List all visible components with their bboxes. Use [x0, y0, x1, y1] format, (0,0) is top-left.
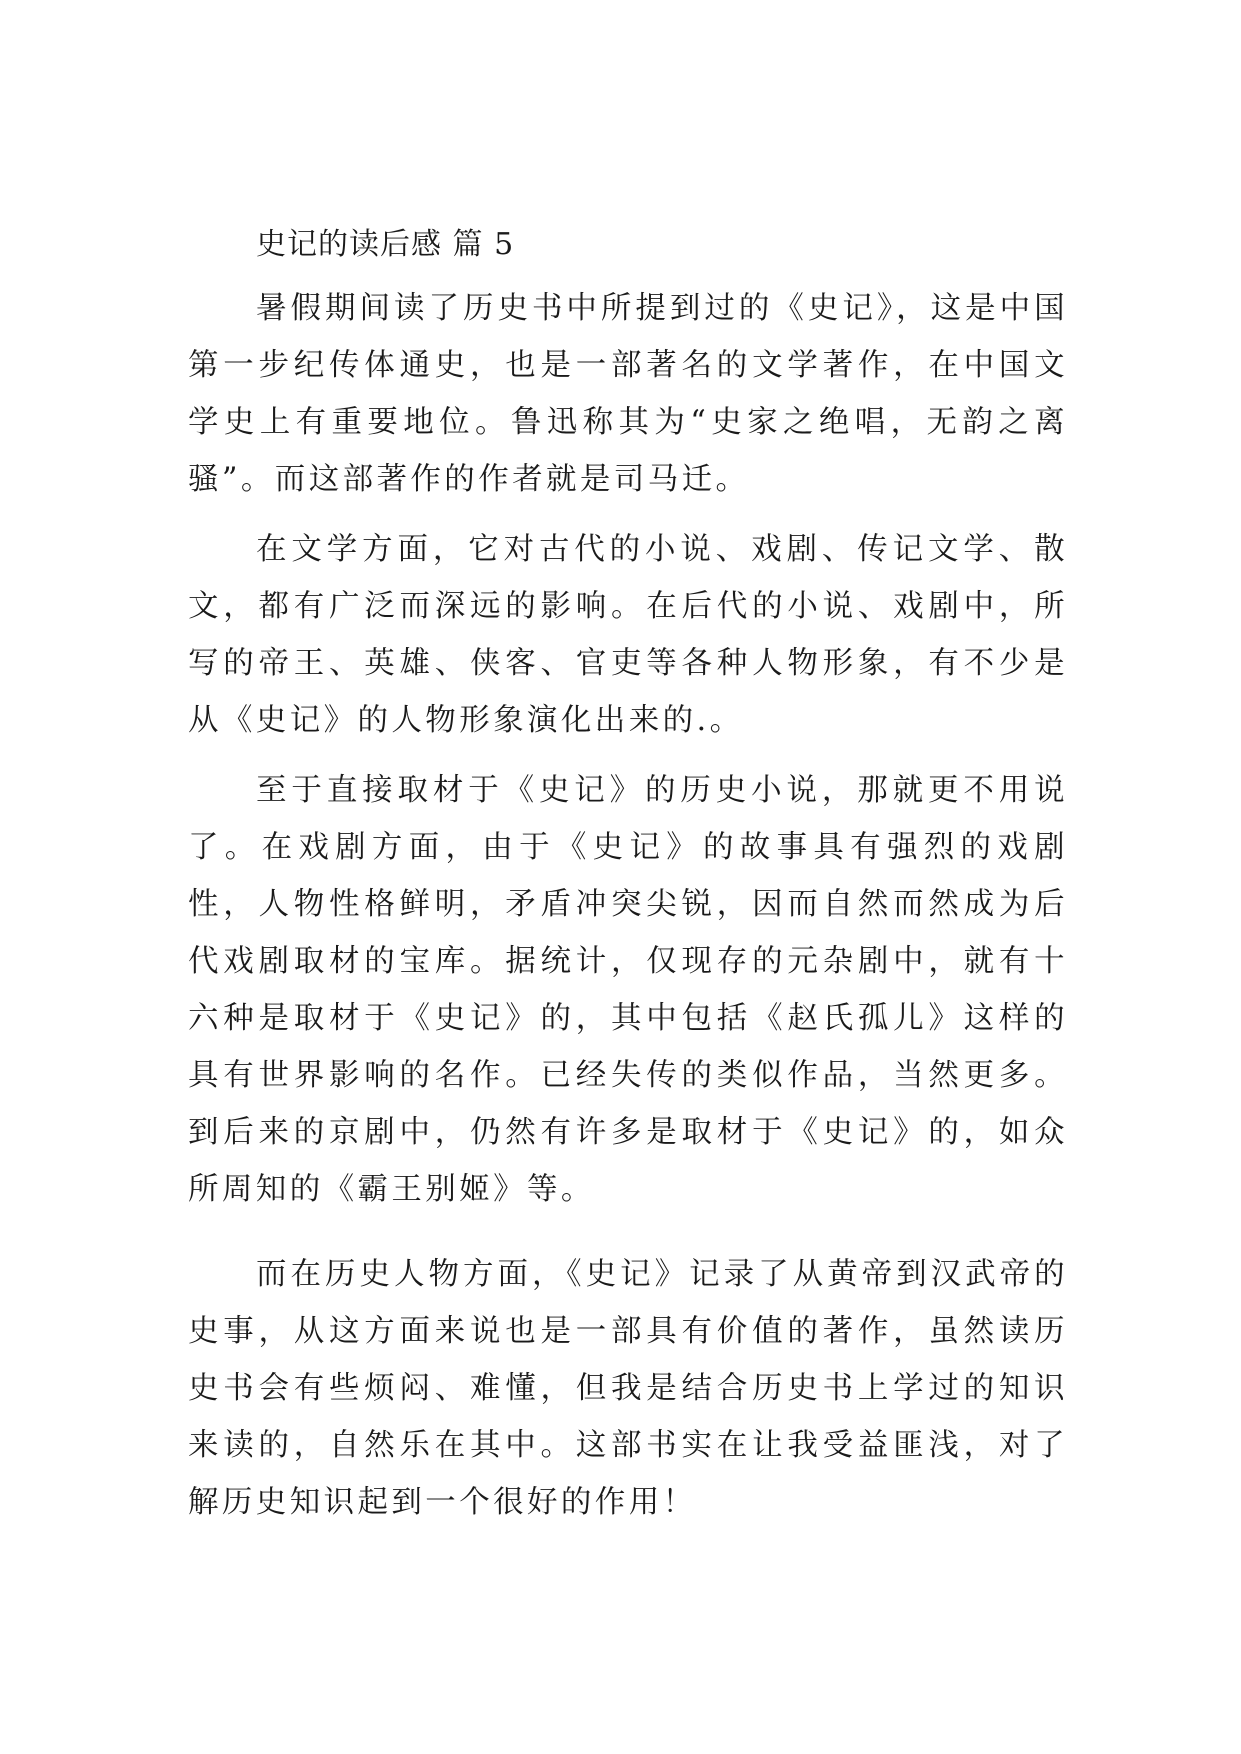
paragraph-3: 至于直接取材于《史记》的历史小说，那就更不用说了。在戏剧方面，由于《史记》的故事具有强烈的戏剧性，人物性格鲜明，矛盾冲突尖锐，因而自然而然成为后代戏剧取材的宝库。据统计，仅现存的元杂剧中，就有十六种是取材于《史记》的，其中包括《赵氏孤儿》这样的具有世界影响的名作。已经失传的类似作品，当然更多。到后来的京剧中，仍然有许多是取材于《史记》的，如众所周知的《霸王别姬》等。: [188, 773, 1068, 1207]
paragraph-1: 暑假期间读了历史书中所提到过的《史记》，这是中国第一步纪传体通史，也是一部著名的文学著作，在中国文学史上有重要地位。鲁迅称其为“史家之绝唱，无韵之离骚”。而这部著作的作者就是司马迁。: [188, 291, 1068, 497]
paragraph-4: 而在历史人物方面，《史记》记录了从黄帝到汉武帝的史事，从这方面来说也是一部具有价值的著作，虽然读历史书会有些烦闷、难懂，但我是结合历史书上学过的知识来读的，自然乐在其中。这部书实在让我受益匪浅，对了解历史知识起到一个很好的作用！: [188, 1257, 1068, 1520]
document-title: 史记的读后感 篇 5: [256, 227, 515, 262]
paragraph-2: 在文学方面，它对古代的小说、戏剧、传记文学、散文，都有广泛而深远的影响。在后代的小说、戏剧中，所写的帝王、英雄、侠客、官吏等各种人物形象，有不少是从《史记》的人物形象演化出来的.。: [188, 532, 1068, 738]
document-body: [188, 224, 1068, 1531]
